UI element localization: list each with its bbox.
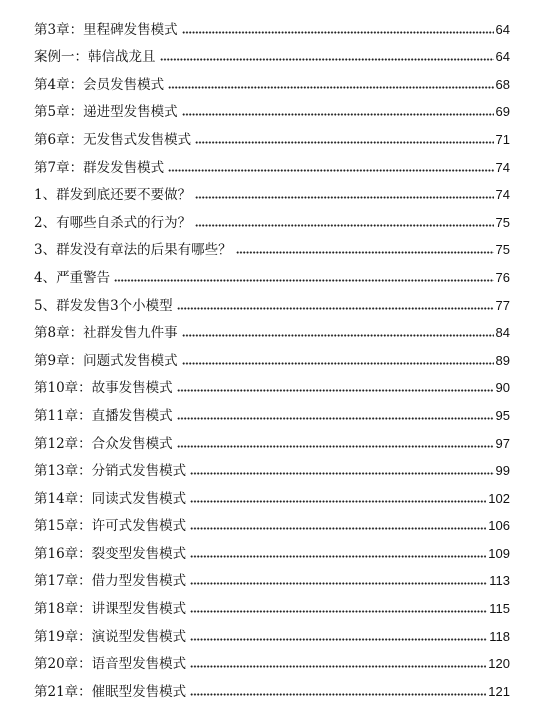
toc-entry-title: 第19章：演说型发售模式: [34, 628, 187, 645]
toc-entry-page: 75: [495, 242, 510, 258]
toc-entry[interactable]: [34, 65, 510, 93]
toc-entry-page: 113: [489, 573, 510, 589]
toc-entry-title: 第12章：合众发售模式: [34, 435, 173, 452]
toc-entry[interactable]: [34, 93, 510, 121]
toc-entry[interactable]: [34, 589, 510, 617]
dot-leader: [168, 169, 493, 172]
toc-entry-title: 4、严重警告: [34, 269, 111, 286]
dot-leader: [190, 472, 493, 475]
toc-entry[interactable]: [34, 10, 510, 38]
dot-leader: [195, 196, 493, 199]
toc-entry-page: 106: [488, 518, 510, 534]
dot-leader: [177, 389, 494, 392]
toc-entry[interactable]: [34, 479, 510, 507]
toc-entry-page: 77: [495, 297, 510, 313]
toc-entry[interactable]: [34, 120, 510, 148]
toc-entry-title: 第16章：裂变型发售模式: [34, 545, 187, 562]
toc-entry-title: 第6章：无发售式发售模式: [34, 131, 192, 148]
toc-entry-title: 第18章：讲课型发售模式: [34, 601, 187, 618]
toc-entry-title: 第9章：问题式发售模式: [34, 352, 178, 369]
toc-entry-title: 第14章：同读式发售模式: [34, 490, 187, 507]
toc-entry-page: 89: [495, 352, 510, 368]
toc-entry-title: 第13章：分销式发售模式: [34, 463, 187, 480]
toc-entry[interactable]: [34, 645, 510, 673]
toc-entry-page: 120: [488, 656, 510, 672]
dot-leader: [182, 113, 494, 116]
toc-entry-title: 第11章：直播发售模式: [34, 407, 173, 424]
toc-entry[interactable]: [34, 369, 510, 397]
toc-entry-page: 109: [488, 545, 510, 561]
toc-entry-title: 第10章：故事发售模式: [34, 380, 173, 397]
toc-entry-page: 71: [495, 131, 510, 147]
toc-entry[interactable]: [34, 148, 510, 176]
dot-leader: [190, 665, 486, 668]
toc-entry-page: 68: [495, 76, 510, 92]
dot-leader: [195, 141, 493, 144]
dot-leader: [190, 693, 486, 696]
toc-entry-page: 115: [489, 601, 510, 617]
dot-leader: [177, 307, 494, 310]
dot-leader: [182, 362, 494, 365]
toc-entry-title: 3、群发没有章法的后果有哪些？: [34, 242, 232, 259]
dot-leader: [195, 224, 493, 227]
toc-entry-page: 64: [495, 21, 510, 37]
toc-entry[interactable]: [34, 286, 510, 314]
toc-entry-page: 64: [495, 49, 510, 65]
toc-entry[interactable]: [34, 452, 510, 480]
toc-entry-page: 84: [495, 325, 510, 341]
toc-entry-page: 102: [488, 490, 510, 506]
dot-leader: [160, 58, 494, 61]
dot-leader: [190, 527, 486, 530]
toc-entry-page: 95: [495, 407, 510, 423]
toc-entry-title: 1、群发到底还要不要做？: [34, 187, 192, 204]
dot-leader: [114, 279, 493, 282]
toc-entry-title: 第20章：语音型发售模式: [34, 656, 187, 673]
dot-leader: [190, 610, 487, 613]
toc-entry-title: 第7章：群发发售模式: [34, 159, 165, 176]
toc-entry[interactable]: [34, 203, 510, 231]
toc-entry-page: 69: [495, 104, 510, 120]
toc-entry-page: 99: [495, 463, 510, 479]
toc-entry-title: 5、群发发售3个小模型: [34, 297, 173, 314]
toc-entry[interactable]: [34, 424, 510, 452]
toc-entry[interactable]: [34, 176, 510, 204]
toc-entry-page: 74: [495, 159, 510, 175]
toc-entry-page: 74: [495, 187, 510, 203]
toc-entry-title: 案例一：韩信战龙且: [34, 49, 156, 66]
toc-entry[interactable]: [34, 314, 510, 342]
toc-entry-page: 75: [495, 214, 510, 230]
toc-entry-title: 第5章：递进型发售模式: [34, 104, 178, 121]
toc-entry[interactable]: [34, 231, 510, 259]
toc-entry-page: 118: [489, 628, 510, 644]
toc-entry-title: 第4章：会员发售模式: [34, 76, 165, 93]
toc-entry-title: 第8章：社群发售九件事: [34, 325, 178, 342]
dot-leader: [190, 638, 487, 641]
toc-entry[interactable]: [34, 562, 510, 590]
dot-leader: [182, 334, 494, 337]
dot-leader: [168, 86, 493, 89]
toc-entry-page: 121: [488, 683, 510, 699]
dot-leader: [177, 445, 494, 448]
dot-leader: [190, 555, 486, 558]
dot-leader: [182, 31, 494, 34]
toc-entry-page: 76: [495, 269, 510, 285]
toc-entry-title: 第3章：里程碑发售模式: [34, 21, 178, 38]
toc-entry-page: 90: [495, 380, 510, 396]
toc-entry[interactable]: [34, 617, 510, 645]
toc-entry[interactable]: [34, 38, 510, 66]
toc-entry[interactable]: [34, 507, 510, 535]
dot-leader: [190, 582, 487, 585]
toc-entry[interactable]: [34, 341, 510, 369]
toc-entry-title: 2、有哪些自杀式的行为？: [34, 214, 192, 231]
toc-entry[interactable]: [34, 672, 510, 700]
table-of-contents: [34, 10, 510, 700]
dot-leader: [177, 417, 494, 420]
toc-entry[interactable]: [34, 396, 510, 424]
toc-entry-title: 第15章：许可式发售模式: [34, 518, 187, 535]
toc-entry-page: 97: [495, 435, 510, 451]
dot-leader: [190, 500, 486, 503]
dot-leader: [236, 251, 494, 254]
toc-entry-title: 第17章：借力型发售模式: [34, 573, 187, 590]
toc-entry-title: 第21章：催眠型发售模式: [34, 683, 187, 700]
toc-entry[interactable]: [34, 534, 510, 562]
toc-entry[interactable]: [34, 258, 510, 286]
